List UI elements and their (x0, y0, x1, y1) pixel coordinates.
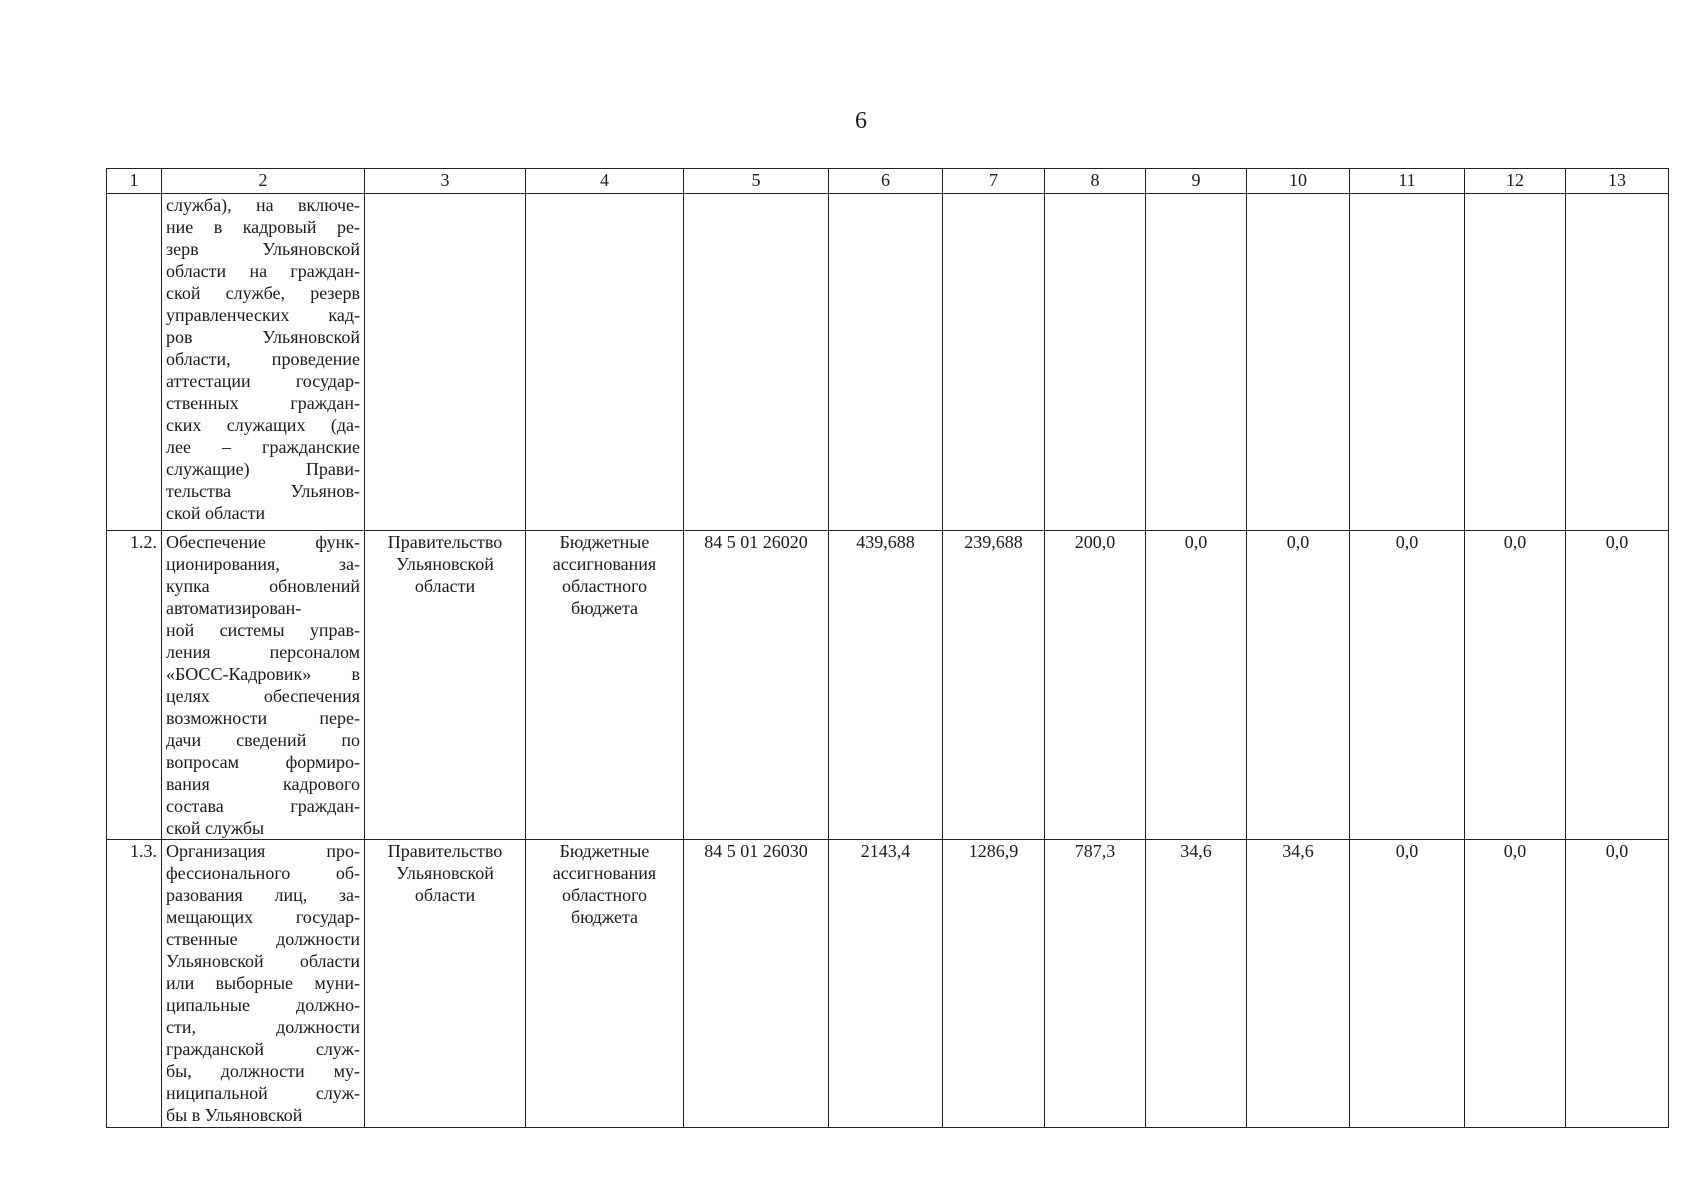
funding-source-line: бюджета (570, 907, 639, 927)
amount-cell: 0,0 (1350, 840, 1465, 1128)
executor-line: Правительство (387, 841, 503, 861)
event-name-line: ственных граждан- (166, 393, 360, 413)
column-header: 4 (526, 169, 684, 194)
event-name-line: ционирования, за- (166, 554, 360, 574)
event-name-line: Организация про- (166, 841, 360, 861)
event-name-cell (162, 840, 365, 1128)
funding-source-line: областного (561, 576, 648, 596)
event-name-line: автоматизирован- (166, 598, 302, 618)
amount-cell (1566, 194, 1669, 531)
event-name-line: области на граждан- (166, 261, 360, 281)
amount-cell (1146, 194, 1247, 531)
amount-cell: 787,3 (1045, 840, 1146, 1128)
column-header: 9 (1146, 169, 1247, 194)
table-row (107, 194, 1669, 531)
amount-cell (1247, 194, 1350, 531)
event-name-line: фессионального об- (166, 863, 360, 883)
event-name-cell (162, 194, 365, 531)
executor-line: Ульяновской (396, 554, 494, 574)
event-name-line: «БОСС-Кадровик» в (166, 664, 360, 684)
event-name-line: области, проведение (166, 349, 360, 369)
funding-source-cell (526, 840, 684, 1128)
amount-cell (829, 194, 943, 531)
column-header: 1 (107, 169, 162, 194)
column-header: 3 (365, 169, 526, 194)
event-name-line: разования лиц, за- (166, 885, 360, 905)
executor-line: Правительство (387, 532, 503, 552)
event-name-line: Ульяновской области (166, 951, 360, 971)
row-number (107, 194, 162, 531)
event-name-line: служащие) Прави- (166, 459, 360, 479)
executor-line: Ульяновской (396, 863, 494, 883)
row-number: 1.3. (107, 840, 162, 1128)
budget-table (106, 168, 1669, 1128)
event-name-line: сти, должности (166, 1017, 360, 1037)
event-name-line: купка обновлений (166, 576, 360, 596)
funding-source-line: ассигнования (552, 863, 657, 883)
executor-line: области (414, 576, 476, 596)
event-name-line: дачи сведений по (166, 730, 360, 750)
event-name-line: бы в Ульяновской (166, 1105, 303, 1125)
event-name-line: ние в кадровый ре- (166, 217, 360, 237)
event-name-line: ной системы управ- (166, 620, 360, 640)
amount-cell (943, 194, 1045, 531)
event-name-line: целях обеспечения (166, 686, 360, 706)
event-name-line: мещающих государ- (166, 907, 360, 927)
budget-code-cell: 84 5 01 26020 (684, 531, 829, 840)
executor-cell (365, 194, 526, 531)
column-header: 7 (943, 169, 1045, 194)
amount-cell (1465, 194, 1566, 531)
event-name-line: ниципальной служ- (166, 1083, 360, 1103)
amount-cell: 439,688 (829, 531, 943, 840)
event-name-line: вопросам формиро- (166, 752, 360, 772)
funding-source-line: ассигнования (552, 554, 657, 574)
event-name-line: или выборные муни- (166, 973, 360, 993)
column-header: 11 (1350, 169, 1465, 194)
page-number: 6 (855, 108, 867, 134)
executor-line: области (414, 885, 476, 905)
event-name-line: управленческих кад- (166, 305, 360, 325)
amount-cell: 0,0 (1465, 840, 1566, 1128)
event-name-line: ских служащих (да- (166, 415, 360, 435)
funding-source-cell (526, 194, 684, 531)
event-name-line: состава граждан- (166, 796, 360, 816)
amount-cell: 0,0 (1247, 531, 1350, 840)
funding-source-line: бюджета (570, 598, 639, 618)
event-name-line: бы, должности му- (166, 1061, 360, 1081)
amount-cell: 0,0 (1146, 531, 1247, 840)
event-name-line: ственные должности (166, 929, 360, 949)
executor-cell (365, 531, 526, 840)
amount-cell: 0,0 (1566, 531, 1669, 840)
event-name-line: ской области (166, 503, 266, 523)
column-header: 2 (162, 169, 365, 194)
event-name-line: ления персоналом (166, 642, 360, 662)
funding-source-line: областного (561, 885, 648, 905)
funding-source-line: Бюджетные (559, 841, 650, 861)
amount-cell: 0,0 (1465, 531, 1566, 840)
amount-cell (1045, 194, 1146, 531)
column-header: 12 (1465, 169, 1566, 194)
table-row (107, 840, 1669, 1128)
event-name-line: служба), на включе- (166, 195, 360, 215)
event-name-line: тельства Ульянов- (166, 481, 360, 501)
amount-cell (1350, 194, 1465, 531)
header-row (107, 169, 1669, 194)
budget-code-cell (684, 194, 829, 531)
amount-cell: 1286,9 (943, 840, 1045, 1128)
event-name-line: Обеспечение функ- (166, 532, 360, 552)
amount-cell: 0,0 (1350, 531, 1465, 840)
event-name-line: гражданской служ- (166, 1039, 360, 1059)
amount-cell: 239,688 (943, 531, 1045, 840)
event-name-line: вания кадрового (166, 774, 360, 794)
event-name-line: ров Ульяновской (166, 327, 360, 347)
table-row (107, 531, 1669, 840)
amount-cell: 200,0 (1045, 531, 1146, 840)
budget-code-cell: 84 5 01 26030 (684, 840, 829, 1128)
event-name-line: возможности пере- (166, 708, 360, 728)
row-number: 1.2. (107, 531, 162, 840)
event-name-line: ской службе, резерв (166, 283, 360, 303)
column-header: 13 (1566, 169, 1669, 194)
column-header: 10 (1247, 169, 1350, 194)
event-name-cell (162, 531, 365, 840)
event-name-line: ской службы (166, 818, 265, 838)
column-header: 8 (1045, 169, 1146, 194)
amount-cell: 0,0 (1566, 840, 1669, 1128)
event-name-line: аттестации государ- (166, 371, 360, 391)
event-name-line: лее – гражданские (166, 437, 360, 457)
column-header: 6 (829, 169, 943, 194)
event-name-line: зерв Ульяновской (166, 239, 360, 259)
event-name-line: ципальные должно- (166, 995, 360, 1015)
column-header: 5 (684, 169, 829, 194)
amount-cell: 2143,4 (829, 840, 943, 1128)
funding-source-cell (526, 531, 684, 840)
funding-source-line: Бюджетные (559, 532, 650, 552)
executor-cell (365, 840, 526, 1128)
amount-cell: 34,6 (1146, 840, 1247, 1128)
amount-cell: 34,6 (1247, 840, 1350, 1128)
